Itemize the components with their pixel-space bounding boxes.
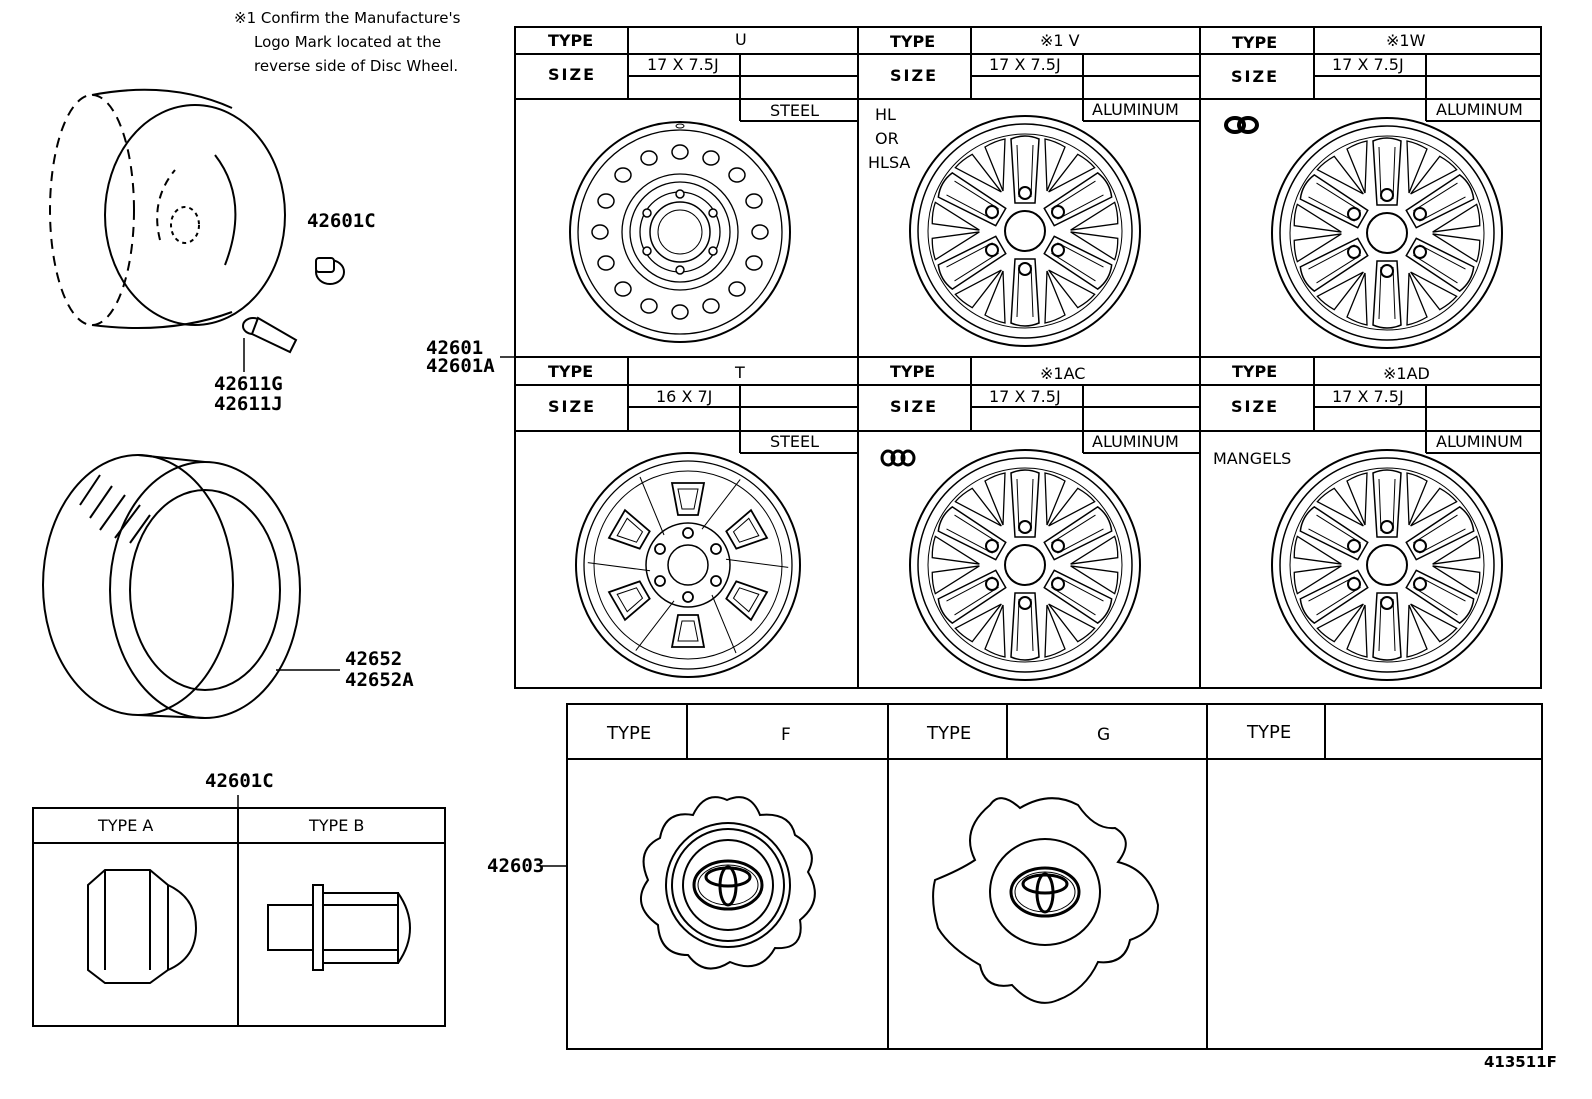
wheel-size-value: 17 X 7.5J [989, 387, 1061, 406]
figure-id: 413511F [1484, 1053, 1557, 1071]
wheel-size-value: 17 X 7.5J [989, 55, 1061, 74]
size-label: SIZE [890, 66, 939, 85]
wheel-material-value: STEEL [770, 101, 820, 120]
part-number-42611j[interactable]: 42611J [214, 393, 283, 415]
wheel-type-w-illustration [1272, 118, 1502, 348]
wheel-material-value: ALUMINUM [1436, 100, 1523, 119]
valve-stem-icon [243, 318, 296, 372]
lug-nut-small-icon [316, 258, 344, 284]
wheel-type-value: U [735, 30, 747, 49]
size-label: SIZE [548, 65, 597, 84]
part-number-42603[interactable]: 42603 [487, 855, 545, 877]
toyota-logo-icon [1011, 868, 1079, 916]
size-label: SIZE [548, 397, 597, 416]
leader-lines [238, 357, 567, 866]
wheel-type-value: ※1W [1386, 31, 1426, 50]
maker-logo-ac-icon [882, 451, 914, 465]
flange-nut-type-b-icon [268, 885, 410, 970]
type-label: TYPE [890, 32, 936, 51]
part-number-42601a[interactable]: 42601A [426, 355, 495, 377]
acorn-nut-type-a-icon [88, 870, 196, 983]
nut-type-a-label: TYPE A [98, 816, 154, 835]
part-number-42652a[interactable]: 42652A [345, 669, 414, 691]
nut-table-grid [33, 808, 445, 1026]
type-label: TYPE [1232, 33, 1278, 52]
note-line-1: ※1 Confirm the Manufacture's [234, 9, 461, 27]
wheel-type-ac-illustration [910, 450, 1140, 680]
cap-type-value: F [781, 725, 791, 745]
tire-illustration [43, 455, 340, 718]
part-number-42611g[interactable]: 42611G [214, 373, 283, 395]
wheel-type-value: T [735, 363, 745, 382]
spare-wheel-illustration [50, 90, 285, 328]
type-label: TYPE [548, 31, 594, 50]
wheel-material-value: ALUMINUM [1092, 100, 1179, 119]
part-number-42601c-top[interactable]: 42601C [307, 210, 376, 232]
maker-or-line: OR [875, 129, 899, 148]
wheel-type-v-illustration [910, 116, 1140, 346]
wheel-type-value: ※1 V [1040, 31, 1080, 50]
note-line-3: reverse side of Disc Wheel. [254, 57, 459, 75]
cap-type-value: G [1097, 725, 1111, 745]
wheel-size-value: 17 X 7.5J [647, 55, 719, 74]
type-label: TYPE [890, 362, 936, 381]
center-cap-type-f-illustration [641, 797, 815, 968]
type-label: TYPE [1247, 722, 1292, 743]
wheel-type-value: ※1AC [1040, 364, 1086, 383]
wheel-type-t-illustration [576, 453, 800, 677]
wheel-size-value: 16 X 7J [656, 387, 713, 406]
wheel-type-value: ※1AD [1383, 364, 1430, 383]
nut-type-b-label: TYPE B [309, 816, 365, 835]
maker-hl-line: HL [875, 105, 896, 124]
wheel-material-value: ALUMINUM [1436, 432, 1523, 451]
maker-hlsa-line: HLSA [868, 153, 911, 172]
wheel-type-u-illustration [570, 122, 790, 342]
type-label: TYPE [607, 723, 652, 744]
wheel-material-value: ALUMINUM [1092, 432, 1179, 451]
note-line-2: Logo Mark located at the [254, 33, 442, 51]
size-label: SIZE [1231, 397, 1280, 416]
wheel-material-value: STEEL [770, 432, 820, 451]
maker-mangels-label: MANGELS [1213, 449, 1292, 468]
part-number-42601c-bottom[interactable]: 42601C [205, 770, 274, 792]
toyota-logo-icon [694, 861, 762, 909]
part-number-42601[interactable]: 42601 [426, 337, 484, 359]
size-label: SIZE [890, 397, 939, 416]
type-label: TYPE [927, 723, 972, 744]
wheel-size-value: 17 X 7.5J [1332, 387, 1404, 406]
wheel-type-ad-illustration [1272, 450, 1502, 680]
type-label: TYPE [548, 362, 594, 381]
size-label: SIZE [1231, 67, 1280, 86]
type-label: TYPE [1232, 362, 1278, 381]
center-cap-type-g-illustration [933, 798, 1158, 1003]
maker-logo-w-icon [1226, 118, 1257, 132]
wheel-size-value: 17 X 7.5J [1332, 55, 1404, 74]
part-number-42652[interactable]: 42652 [345, 648, 403, 670]
